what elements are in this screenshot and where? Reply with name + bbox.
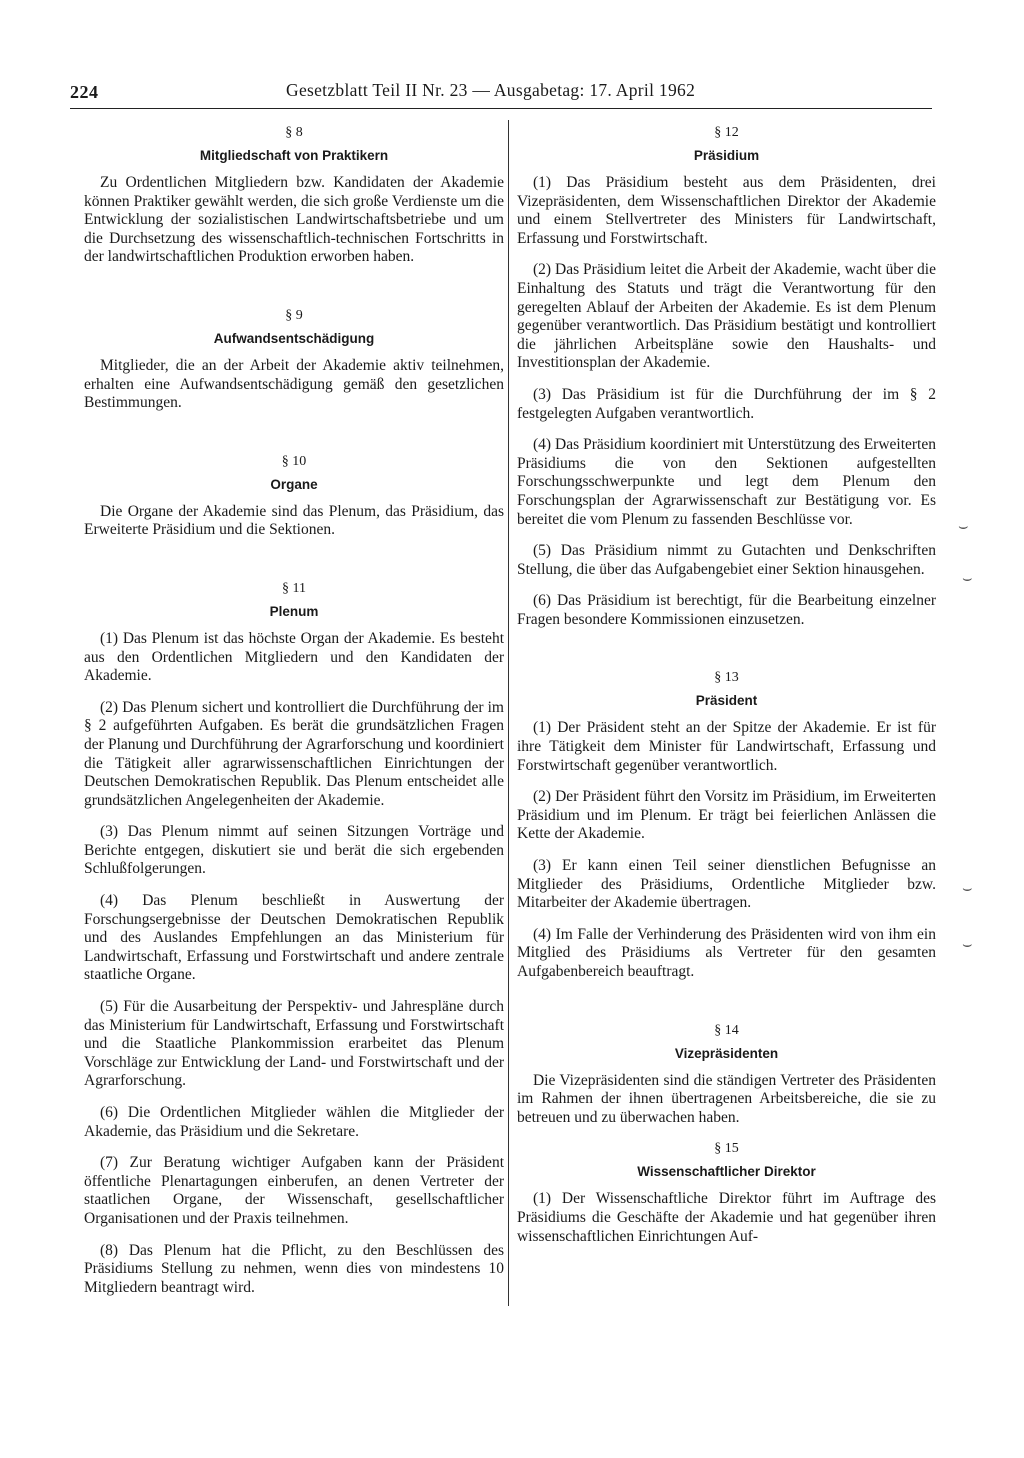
paragraph: (3) Er kann einen Teil seiner dienstlichen Befugnisse an Mitglieder des Präsidiums, Ordentliche Mitglieder bzw. Mitarbeiter der Akademie übertragen. xyxy=(517,857,936,912)
left-column xyxy=(84,124,504,1297)
paragraph: (7) Zur Beratung wichtiger Aufgaben kann der Präsident öffentliche Plenartagungen einberufen, an denen Vertreter der staatlichen Organe, der Wissenschaft, gesellschaftlicher Organisationen und der Praxis teilnehmen. xyxy=(84,1154,504,1227)
section-number: § 12 xyxy=(714,125,739,140)
section-number: § 14 xyxy=(714,1022,739,1038)
section-number: § 15 xyxy=(714,1141,739,1157)
paragraph: (3) Das Präsidium ist für die Durchführung der im § 2 festgelegten Aufgaben verantwortlich. xyxy=(517,385,936,422)
paragraph: (1) Das Präsidium besteht aus dem Präsidenten, drei Vizepräsidenten, dem Wissenschaftlichen Direktor der Akademie und einem Stellvertreter des Ministers für Landwirtschaft, Erfassung und Forstwirtschaft. xyxy=(517,174,936,247)
section-title: Plenum xyxy=(269,603,319,619)
margin-mark-icon: ⌣ xyxy=(962,570,973,587)
paragraph: (1) Der Präsident steht an der Spitze der Akademie. Er ist für ihre Tätigkeit dem Minister für Landwirtschaft, Erfassung und Forstwirtschaft gegenüber verantwortlich. xyxy=(517,719,936,774)
section-title: Vizepräsidenten xyxy=(674,1045,779,1061)
paragraph: Die Organe der Akademie sind das Plenum, das Präsidium, das Erweiterte Präsidium und die Sektionen. xyxy=(84,502,504,539)
section-number: § 9 xyxy=(285,307,303,323)
section-title: Aufwandsentschädigung xyxy=(213,330,375,346)
section-number: § 8 xyxy=(285,125,303,140)
section-15 xyxy=(517,1140,936,1246)
section-title: Organe xyxy=(270,476,318,492)
paragraph: (2) Der Präsident führt den Vorsitz im Präsidium, im Erweiterten Präsidium und im Plenum. Er trägt bei feierlichen Anlässen die Kette der Akademie. xyxy=(517,788,936,843)
paragraph: Die Vizepräsidenten sind die ständigen Vertreter des Präsidenten im Rahmen der ihnen übertragenen Arbeitsbereiche, die sie zu betreuen und zu überwachen haben. xyxy=(517,1071,936,1126)
paragraph: (2) Das Präsidium leitet die Arbeit der Akademie, wacht über die Einhaltung des Statuts und trägt die Verantwortung für den geregelten Ablauf der Arbeiten der Akademie. Es ist dem Plenum gegenüber verantwortlich. Das Präsidium bestätigt und kontrolliert die jährlichen Arbeitspläne sowie den Haushalts- und Investitionsplan der Akademie. xyxy=(517,261,936,372)
paragraph: (8) Das Plenum hat die Pflicht, zu den Beschlüssen des Präsidiums Stellung zu nehmen, wenn dies von mindestens 10 Mitgliedern beantragt wird. xyxy=(84,1241,504,1296)
margin-mark-icon: ⌣ xyxy=(958,518,969,535)
section-title: Präsident xyxy=(695,693,758,709)
section-10 xyxy=(84,453,504,540)
paragraph: (5) Für die Ausarbeitung der Perspektiv- und Jahrespläne durch das Ministerium für Landwirtschaft, Erfassung und Forstwirtschaft und die Staatliche Plankommission erarbeitet das Plenum Vorschläge zur Entwicklung der Land- und Forstwirtschaft und der Agrarforschung. xyxy=(84,998,504,1090)
margin-mark-icon: ⌣ xyxy=(962,936,973,953)
section-number: § 13 xyxy=(714,670,739,686)
margin-mark-icon: ⌣ xyxy=(962,880,973,897)
column-divider xyxy=(508,120,509,1306)
paragraph: (5) Das Präsidium nimmt zu Gutachten und Denkschriften Stellung, die über das Aufgabengebiet einer Sektion hinausgehen. xyxy=(517,542,936,578)
paragraph: (1) Der Wissenschaftliche Direktor führt im Auftrage des Präsidiums die Geschäfte der Akademie und hat gegenüber ihren wissenschaftlichen Einrichtungen Auf- xyxy=(517,1190,936,1245)
section-title: Präsidium xyxy=(693,148,760,163)
section-8 xyxy=(84,124,504,267)
paragraph: (6) Die Ordentlichen Mitglieder wählen die Mitglieder der Akademie, das Präsidium und die Sekretare. xyxy=(84,1104,504,1140)
paragraph: (6) Das Präsidium ist berechtigt, für die Bearbeitung einzelner Fragen besondere Kommissionen einzusetzen. xyxy=(517,592,936,628)
right-column xyxy=(517,124,936,1246)
paragraph: (2) Das Plenum sichert und kontrolliert die Durchführung der im § 2 aufgeführten Aufgaben. Es berät die grundsätzlichen Fragen der Planung und Durchführung der Agrarforschung und koordiniert die Tätigkeit aller agrarwissenschaftlichen Einrichtungen der Deutschen Demokratischen Republik. Das Plenum entscheidet alle grundsätzlichen Angelegenheiten der Akademie. xyxy=(84,698,504,809)
section-14 xyxy=(517,1022,936,1128)
section-13 xyxy=(517,669,936,981)
section-number: § 10 xyxy=(281,453,307,469)
page-header xyxy=(70,78,932,109)
section-title: Wissenschaftlicher Direktor xyxy=(637,1164,816,1180)
section-title: Mitgliedschaft von Praktikern xyxy=(199,148,389,163)
section-12 xyxy=(517,124,936,629)
paragraph: (1) Das Plenum ist das höchste Organ der Akademie. Es besteht aus den Ordentlichen Mitgliedern und den Kandidaten der Akademie. xyxy=(84,629,504,685)
paragraph: Zu Ordentlichen Mitgliedern bzw. Kandidaten der Akademie können Praktiker gewählt werden, die sich große Verdienste um die Entwicklung der sozialistischen Landwirtschaftsbetriebe und um die Durchsetzung des wissenschaftlich-technischen Fortschritts in der landwirtschaftlichen Produktion erworben haben. xyxy=(84,174,504,266)
paragraph: Mitglieder, die an der Arbeit der Akademie aktiv teilnehmen, erhalten eine Aufwandsentschädigung gemäß den gesetzlichen Bestimmungen. xyxy=(84,356,504,412)
header-title: Gesetzblatt Teil II Nr. 23 — Ausgabetag: 17. April 1962 xyxy=(286,80,696,100)
section-number: § 11 xyxy=(282,580,306,596)
paragraph: (4) Das Plenum beschließt in Auswertung der Forschungsergebnisse der Deutschen Demokratischen Republik und des Auslandes Empfehlungen an das Ministerium für Landwirtschaft, Erfassung und Forstwirtschaft und andere zentrale staatliche Organe. xyxy=(84,892,504,984)
section-11 xyxy=(84,580,504,1297)
paragraph: (4) Im Falle der Verhinderung des Präsidenten wird von ihm ein Mitglied des Präsidiums als Vertreter für den gesamten Aufgabenbereich beauftragt. xyxy=(517,925,936,980)
paragraph: (3) Das Plenum nimmt auf seinen Sitzungen Vorträge und Berichte entgegen, diskutiert sie und berät die sich ergebenden Schlußfolgerungen. xyxy=(84,823,504,878)
page-number: 224 xyxy=(70,82,99,102)
section-9 xyxy=(84,307,504,413)
paragraph: (4) Das Präsidium koordiniert mit Unterstützung des Erweiterten Präsidiums die von den Sektionen aufgestellten Forschungsschwerpunkte und legt dem Plenum den Forschungsplan der Agrarwissenschaft zur Bestätigung vor. Es bereitet die vom Plenum zu fassenden Beschlüsse vor. xyxy=(517,436,936,528)
